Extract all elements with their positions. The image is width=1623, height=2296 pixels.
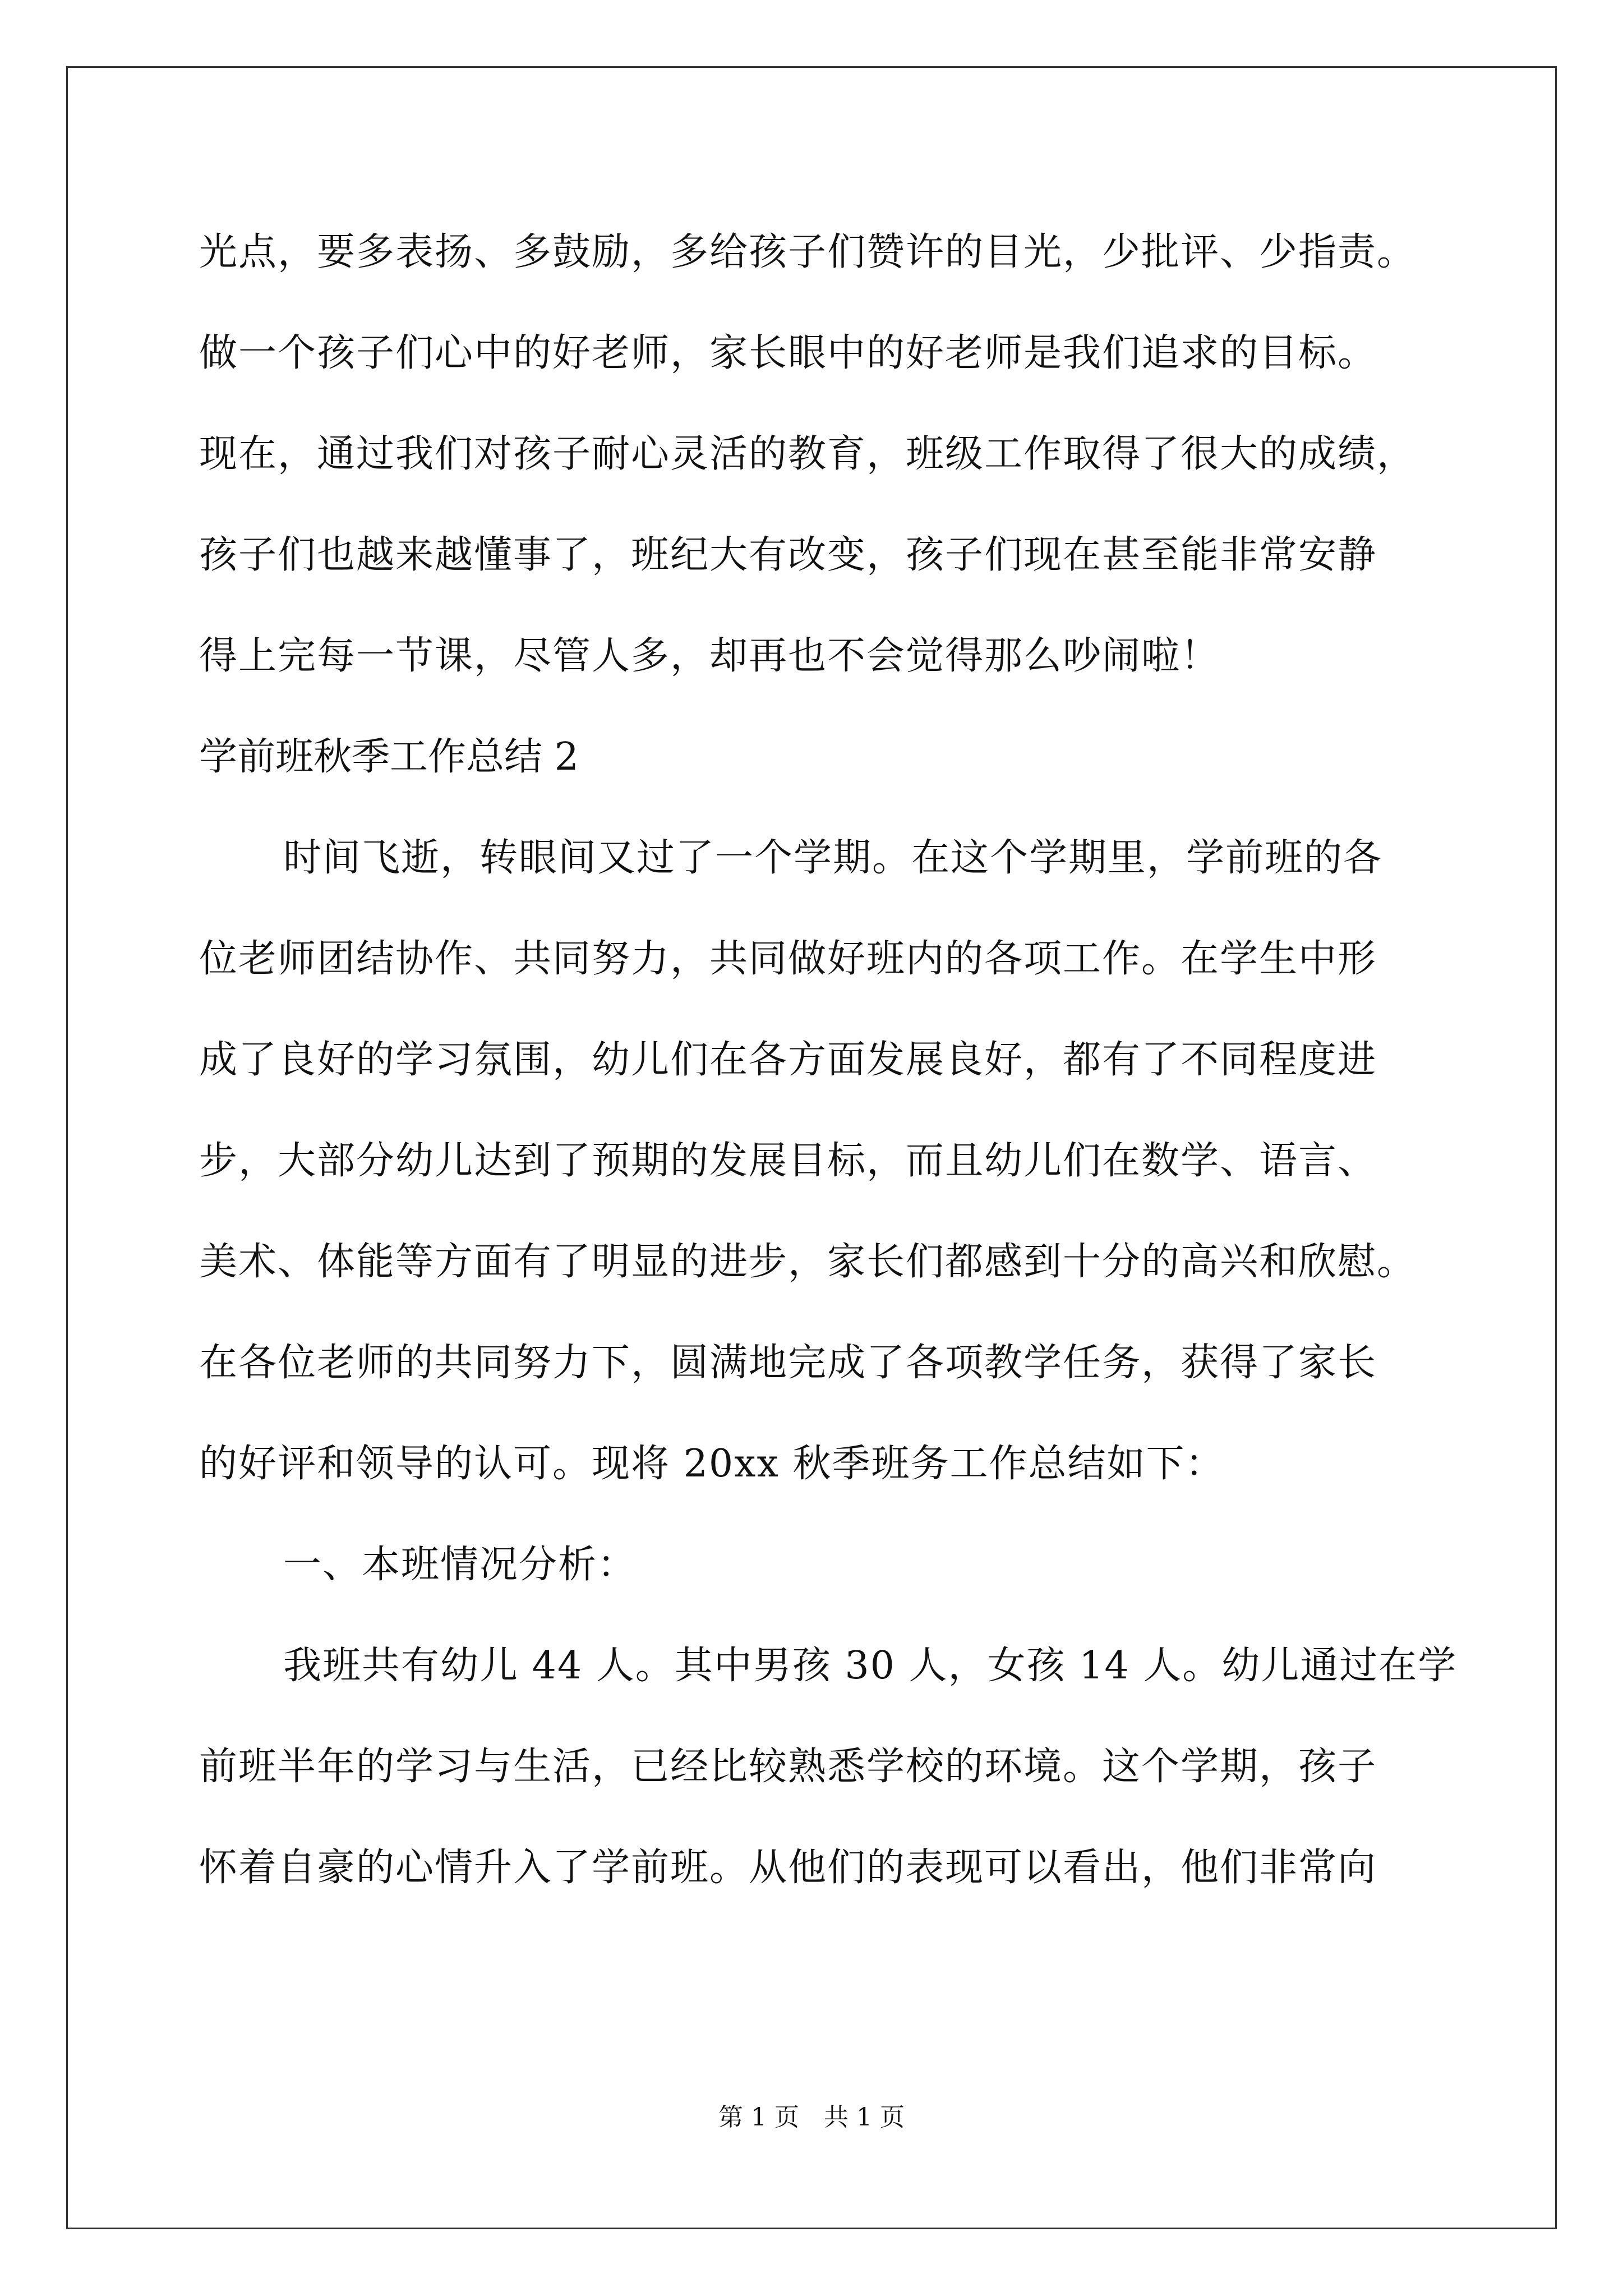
text-line: 怀着自豪的心情升入了学前班。从他们的表现可以看出，他们非常向 [199, 1846, 1377, 1890]
text-line: 美术、体能等方面有了明显的进步，家长们都感到十分的高兴和欣慰。 [199, 1240, 1417, 1284]
text-line: 得上完每一节课，尽管人多，却再也不会觉得那么吵闹啦！ [199, 634, 1220, 678]
text-line: 光点，要多表扬、多鼓励，多给孩子们赞许的目光，少批评、少指责。 [199, 230, 1417, 274]
text-line: 做一个孩子们心中的好老师，家长眼中的好老师是我们追求的目标。 [199, 331, 1377, 375]
text-line: 孩子们也越来越懂事了，班纪大有改变，孩子们现在甚至能非常安静 [199, 533, 1377, 577]
subsection-heading: 一、本班情况分析： [283, 1543, 637, 1587]
text-line: 步，大部分幼儿达到了预期的发展目标，而且幼儿们在数学、语言、 [199, 1139, 1377, 1183]
text-line: 时间飞逝，转眼间又过了一个学期。在这个学期里，学前班的各 [283, 836, 1383, 880]
page-footer: 第 1 页 共 1 页 [718, 2103, 905, 2132]
section-heading: 学前班秋季工作总结 2 [199, 735, 579, 779]
text-line: 成了良好的学习氛围，幼儿们在各方面发展良好，都有了不同程度进 [199, 1038, 1377, 1082]
text-line: 位老师团结协作、共同努力，共同做好班内的各项工作。在学生中形 [199, 937, 1377, 981]
text-line: 前班半年的学习与生活，已经比较熟悉学校的环境。这个学期，孩子 [199, 1745, 1377, 1789]
text-line: 在各位老师的共同努力下，圆满地完成了各项教学任务，获得了家长 [199, 1341, 1377, 1385]
text-line: 我班共有幼儿 44 人。其中男孩 30 人，女孩 14 人。幼儿通过在学 [283, 1644, 1458, 1688]
text-line: 的好评和领导的认可。现将 20xx 秋季班务工作总结如下： [199, 1442, 1225, 1486]
document-body [199, 202, 1472, 1918]
text-line: 现在，通过我们对孩子耐心灵活的教育，班级工作取得了很大的成绩， [199, 432, 1417, 476]
